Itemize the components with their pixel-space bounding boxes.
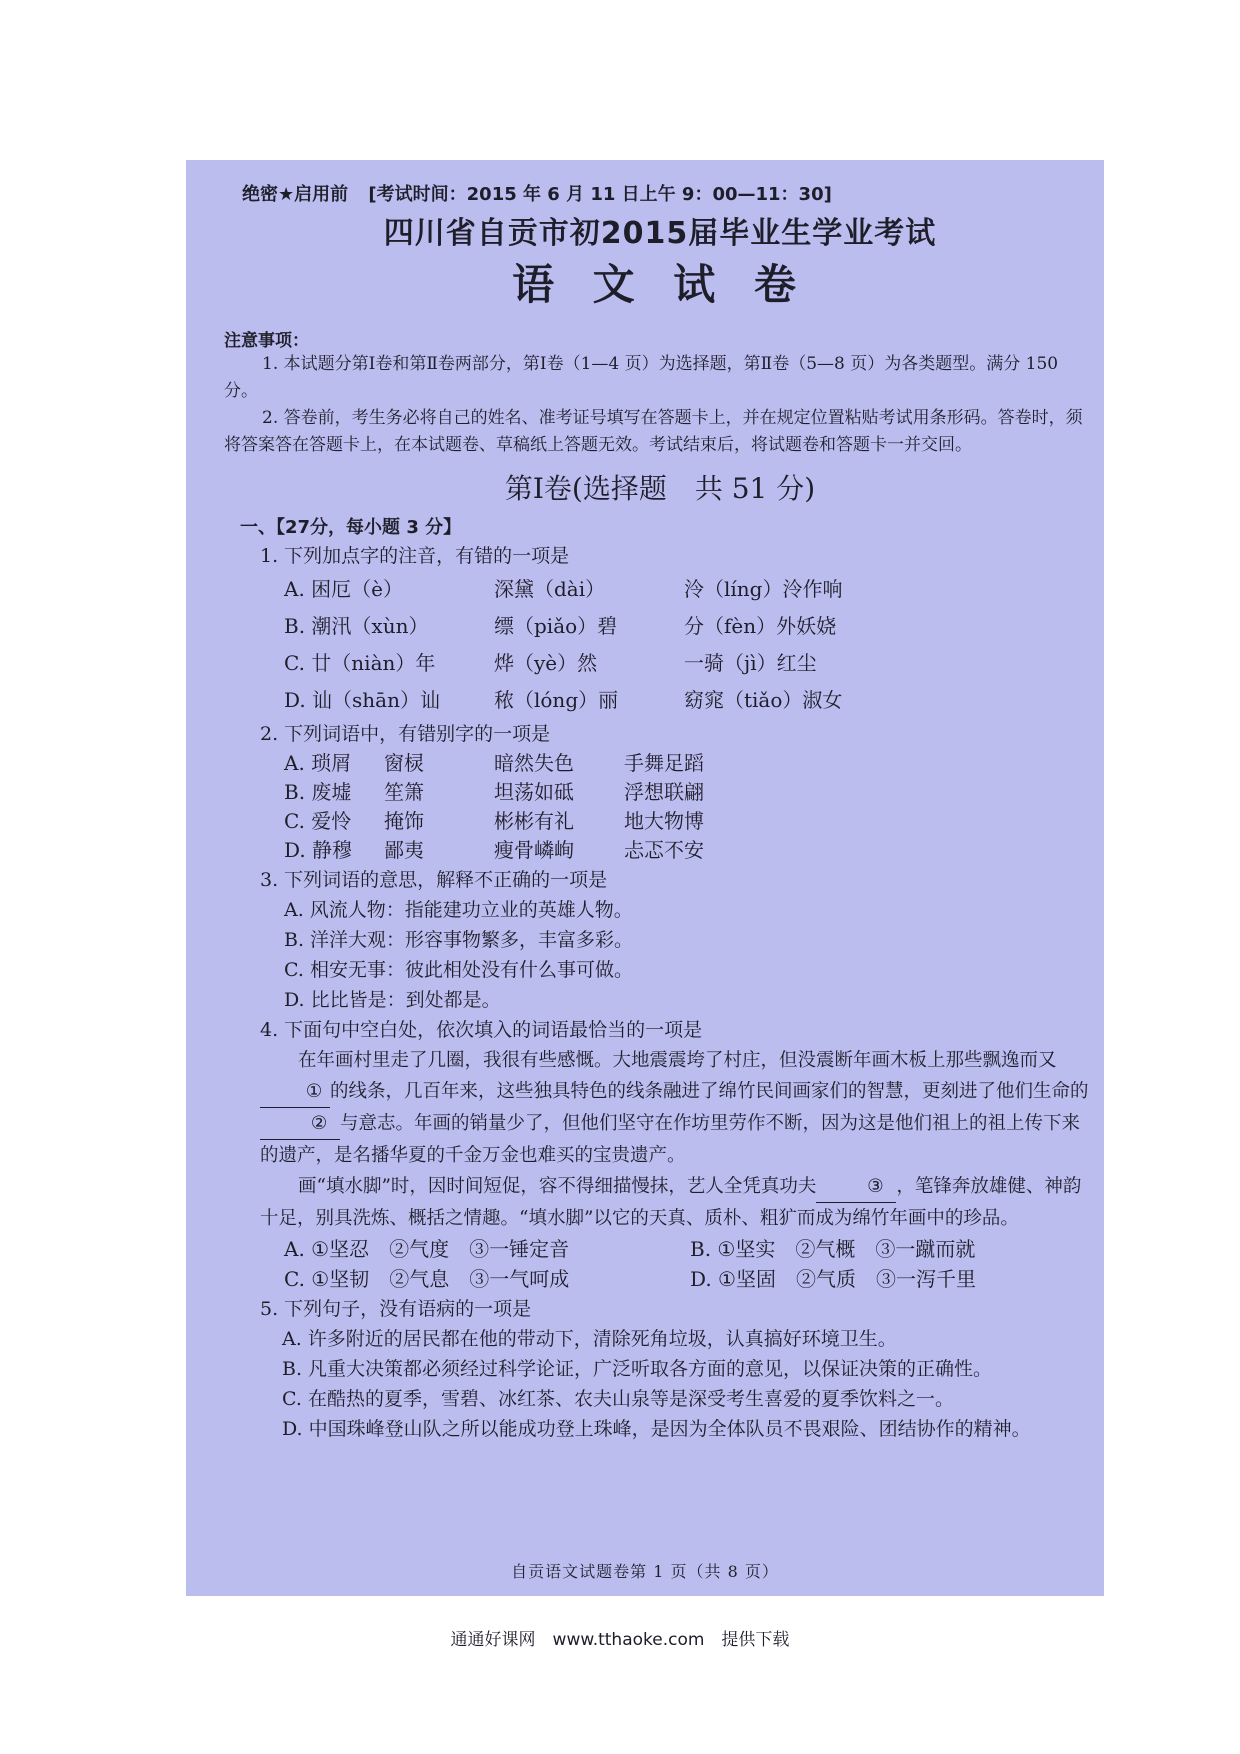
option-line: C. 相安无事：彼此相处没有什么事可做。 [284, 959, 633, 981]
option-row [284, 807, 1096, 836]
question-3 [224, 865, 1096, 1015]
header-line [242, 180, 1096, 206]
option-cell: 一骑（jì）红尘 [684, 651, 817, 675]
question-stem: 1. 下列加点字的注音，有错的一项是 [260, 545, 570, 567]
option-grid [284, 1234, 1096, 1294]
option-cell: C. 爱怜 [284, 809, 352, 833]
question-1 [224, 541, 1096, 719]
question-stem: 3. 下列词语的意思，解释不正确的一项是 [260, 869, 608, 891]
option-cell: 坦荡如砥 [494, 780, 574, 804]
option-cell: A. 琐屑 [284, 751, 352, 775]
section-title: 第Ⅰ卷(选择题 共 51 分) [504, 472, 816, 505]
option-cell: B. ①坚实 ②气概 ③一蹴而就 [690, 1237, 976, 1261]
option-cell: 缥（piǎo）碧 [494, 614, 618, 638]
passage-text: 的线条，几百年来，这些独具特色的线条融进了绵竹民间画家们的智慧，更刻进了他们生命的 [330, 1081, 1089, 1102]
passage-text: 在年画村里走了几圈，我很有些感慨。大地震震垮了村庄，但没震断年画木板上那些飘逸而又 [298, 1050, 1057, 1071]
notice-item: 2. 答卷前，考生务必将自己的姓名、准考证号填写在答题卡上，并在规定位置粘贴考试用条形码。答卷时，须将答案答在答题卡上，在本试题卷、草稿纸上答题无效。考试结束后，将试题卷和答题卡一并交回。 [224, 408, 1083, 455]
option-cell: 手舞足蹈 [624, 751, 704, 775]
question-2 [224, 719, 1096, 865]
passage-text: 画“填水脚”时，因时间短促，容不得细描慢抹，艺人全凭真功夫 [298, 1176, 817, 1197]
question-5 [224, 1294, 1096, 1444]
answer-blank-1: ① [260, 1076, 330, 1108]
notice-label: 注意事项： [224, 331, 309, 351]
exam-paper-photo [186, 160, 1104, 1596]
option-cell: B. 潮汛（xùn） [284, 614, 429, 638]
option-cell: 笙箫 [384, 780, 424, 804]
option-line: C. 在酷热的夏季，雪碧、冰红茶、农夫山泉等是深受考生喜爱的夏季饮料之一。 [282, 1388, 954, 1410]
option-cell: 窗棂 [384, 751, 424, 775]
page-footer: 自贡语文试题卷第 1 页（共 8 页） [511, 1562, 779, 1581]
question-4 [224, 1015, 1096, 1294]
answer-blank-3: ③ [816, 1171, 896, 1203]
option-cell: C. 廿（niàn）年 [284, 651, 436, 675]
question-stem: 4. 下面句中空白处，依次填入的词语最恰当的一项是 [260, 1019, 703, 1041]
question-stem: 2. 下列词语中，有错别字的一项是 [260, 723, 551, 745]
option-cell: 浮想联翩 [624, 780, 704, 804]
option-cell: 忐忑不安 [624, 838, 704, 862]
answer-blank-2: ② [260, 1108, 340, 1140]
secret-label: 绝密★启用前 [242, 184, 349, 205]
passage-paragraph [260, 1171, 1090, 1234]
option-line: A. 风流人物：指能建功立业的英雄人物。 [284, 899, 633, 921]
option-cell: 掩饰 [384, 809, 424, 833]
passage-paragraph [260, 1045, 1090, 1171]
download-credit: 通通好课网 www.tthaoke.com 提供下载 [450, 1630, 790, 1650]
exam-subtitle: 语 文 试 卷 [512, 260, 808, 309]
option-line: D. 中国珠峰登山队之所以能成功登上珠峰，是因为全体队员不畏艰险、团结协作的精神。 [282, 1418, 1031, 1440]
option-cell: 烨（yè）然 [494, 651, 598, 675]
option-row [284, 608, 1096, 645]
option-cell: 暗然失色 [494, 751, 574, 775]
option-cell: 深黛（dài） [494, 577, 606, 601]
option-cell: 鄙夷 [384, 838, 424, 862]
option-cell: 地大物博 [624, 809, 704, 833]
option-row [284, 571, 1096, 608]
notice-block [224, 326, 1096, 459]
option-cell: D. 静穆 [284, 838, 353, 862]
exam-title: 四川省自贡市初2015届毕业生学业考试 [383, 216, 937, 251]
option-cell: 彬彬有礼 [494, 809, 574, 833]
question-stem: 5. 下列句子，没有语病的一项是 [260, 1298, 532, 1320]
option-cell: 瘦骨嶙峋 [494, 838, 574, 862]
option-line: B. 凡重大决策都必须经过科学论证，广泛听取各方面的意见，以保证决策的正确性。 [282, 1358, 993, 1380]
option-line: B. 洋洋大观：形容事物繁多，丰富多彩。 [284, 929, 634, 951]
option-row [284, 645, 1096, 682]
option-line: A. 许多附近的居民都在他的带动下，清除死角垃圾，认真搞好环境卫生。 [282, 1328, 897, 1350]
passage-text: 与意志。年画的销量少了，但他们坚守在作坊里劳作不断，因为这是他们祖上的祖上传下来的遗产，是名播华夏的千金万金也难买的宝贵遗产。 [260, 1113, 1081, 1166]
option-cell: 泠（líng）泠作响 [684, 577, 843, 601]
option-line: D. 比比皆是：到处都是。 [284, 989, 501, 1011]
option-cell: A. 困厄（è） [284, 577, 403, 601]
option-cell: B. 废墟 [284, 780, 352, 804]
option-row [284, 778, 1096, 807]
exam-time: [考试时间：2015 年 6 月 11 日上午 9：00—11：30] [368, 184, 832, 205]
option-cell: D. ①坚固 ②气质 ③一泻千里 [690, 1267, 976, 1291]
option-cell: D. 讪（shān）讪 [284, 688, 440, 712]
part-heading: 一、【27分，每小题 3 分】 [240, 517, 462, 538]
option-row [284, 749, 1096, 778]
option-cell: 秾（lóng）丽 [494, 688, 619, 712]
passage-text: ，笔锋奔放雄健、神韵十足，别具洗炼、概括之情趣。“填水脚”以它的天真、质朴、粗犷而成为绵竹年画中的珍品。 [260, 1176, 1082, 1229]
option-row [284, 682, 1096, 719]
option-cell: C. ①坚韧 ②气息 ③一气呵成 [284, 1267, 570, 1291]
option-cell: A. ①坚忍 ②气度 ③一锤定音 [284, 1237, 570, 1261]
notice-item: 1. 本试题分第Ⅰ卷和第Ⅱ卷两部分，第Ⅰ卷（1—4 页）为选择题，第Ⅱ卷（5—8 页）为各类题型。满分 150 分。 [224, 354, 1059, 401]
option-row [284, 836, 1096, 865]
option-cell: 分（fèn）外妖娆 [684, 614, 837, 638]
option-cell: 窈窕（tiǎo）淑女 [684, 688, 843, 712]
